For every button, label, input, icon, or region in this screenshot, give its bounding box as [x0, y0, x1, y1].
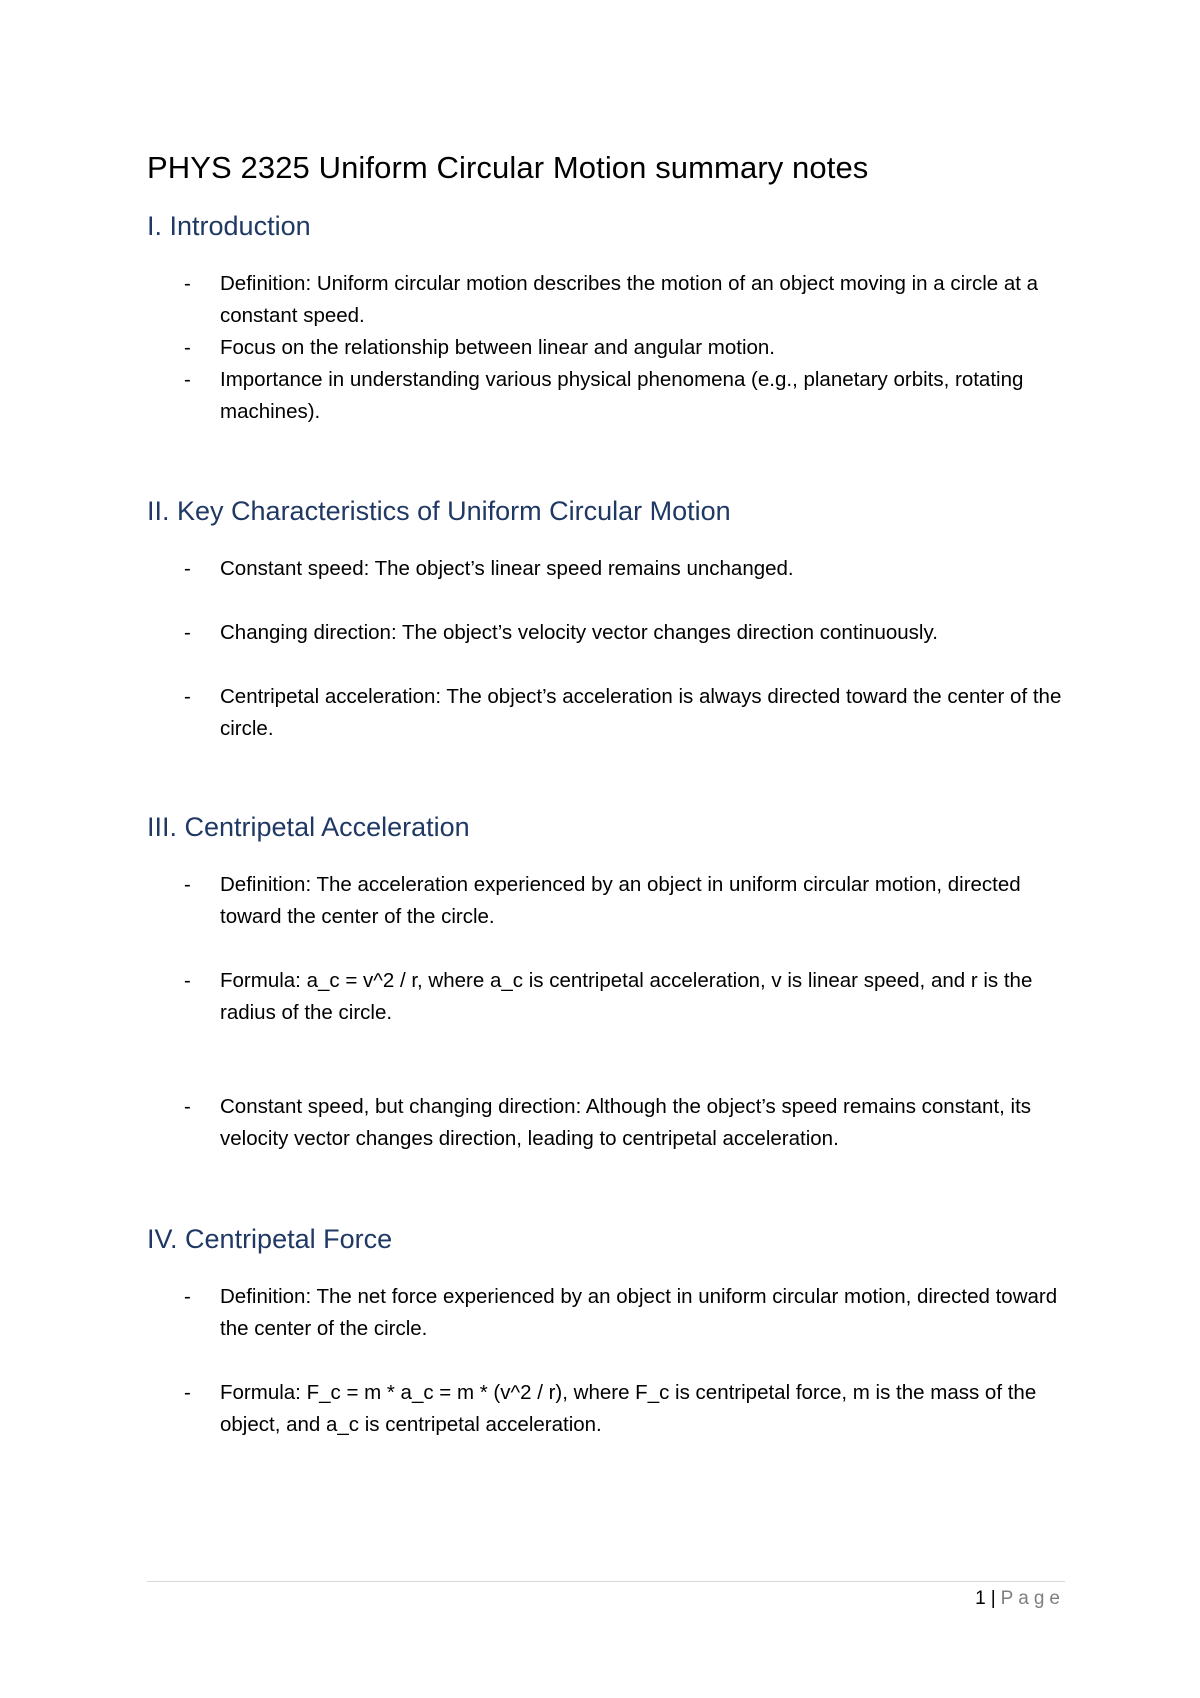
- bullet-dash: -: [184, 1285, 191, 1308]
- centripetal-acceleration-list: [147, 869, 1067, 1155]
- section-heading-centripetal-acceleration: III. Centripetal Acceleration: [147, 812, 470, 842]
- footer-divider: [147, 1581, 1065, 1582]
- bullet-dash: -: [184, 873, 191, 896]
- list-item: - Centripetal acceleration: The object’s acceleration is always directed toward the center of the circle.: [147, 681, 1067, 745]
- section-heading-centripetal-force: IV. Centripetal Force: [147, 1224, 393, 1254]
- key-characteristics-list: [147, 553, 1067, 745]
- bullet-dash: -: [184, 621, 191, 644]
- list-item: - Changing direction: The object’s velocity vector changes direction continuously.: [147, 617, 1067, 649]
- bullet-dash: -: [184, 685, 191, 708]
- centripetal-force-list: [147, 1281, 1067, 1441]
- bullet-dash: -: [184, 969, 191, 992]
- list-item: - Constant speed, but changing direction: Although the object’s speed remains constant, its velocity vector changes direction, leading to centripetal acceleration.: [147, 1091, 1067, 1155]
- list-item: - Formula: a_c = v^2 / r, where a_c is centripetal acceleration, v is linear speed, and r is the radius of the circle.: [147, 965, 1067, 1029]
- introduction-list: [147, 268, 1067, 428]
- page-label: Page: [1000, 1588, 1065, 1609]
- bullet-dash: -: [184, 1095, 191, 1118]
- section-heading-key-characteristics: II. Key Characteristics of Uniform Circular Motion: [147, 496, 731, 526]
- section-heading-introduction: I. Introduction: [147, 211, 311, 241]
- list-item: - Formula: F_c = m * a_c = m * (v^2 / r), where F_c is centripetal force, m is the mass of the object, and a_c is centripetal acceleration.: [147, 1377, 1067, 1441]
- document-title: PHYS 2325 Uniform Circular Motion summary notes: [147, 150, 869, 185]
- bullet-dash: -: [184, 272, 191, 295]
- footer-separator: |: [990, 1588, 996, 1609]
- list-item: - Definition: The net force experienced by an object in uniform circular motion, directed toward the center of the circle.: [147, 1281, 1067, 1345]
- page-number: 1: [975, 1588, 986, 1609]
- list-item: - Definition: The acceleration experienced by an object in uniform circular motion, directed toward the center of the circle.: [147, 869, 1067, 933]
- bullet-dash: -: [184, 1381, 191, 1404]
- list-item: - Focus on the relationship between linear and angular motion.: [147, 332, 1067, 364]
- page-footer: [975, 1588, 1065, 1610]
- list-item: - Constant speed: The object’s linear speed remains unchanged.: [147, 553, 1067, 585]
- bullet-dash: -: [184, 557, 191, 580]
- list-item: - Importance in understanding various physical phenomena (e.g., planetary orbits, rotating machines).: [147, 364, 1067, 428]
- list-item: - Definition: Uniform circular motion describes the motion of an object moving in a circle at a constant speed.: [147, 268, 1067, 332]
- bullet-dash: -: [184, 368, 191, 391]
- bullet-dash: -: [184, 336, 191, 359]
